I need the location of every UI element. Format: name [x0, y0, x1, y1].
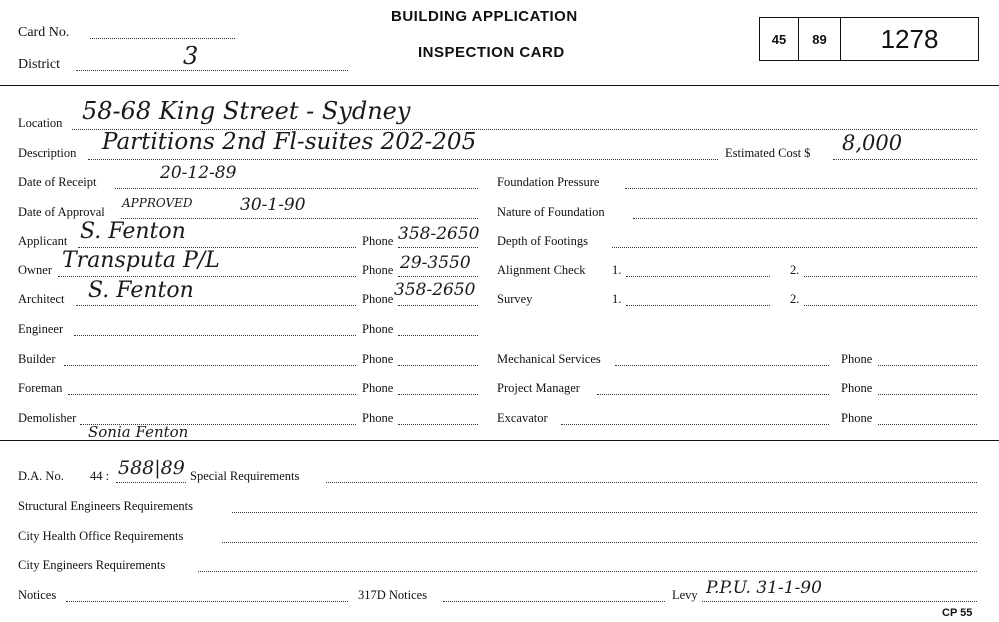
structural-engineers-label: Structural Engineers Requirements [18, 499, 193, 513]
district-label: District [18, 57, 60, 72]
city-health-label: City Health Office Requirements [18, 529, 184, 543]
project-manager-phone-label: Phone [841, 381, 873, 395]
mechanical-services-label: Mechanical Services [497, 352, 601, 366]
notices-line [66, 601, 348, 602]
applicant-phone-label: Phone [362, 234, 394, 248]
district-value: 3 [183, 42, 199, 70]
owner-line [58, 276, 356, 277]
architect-phone-value: 358-2650 [394, 280, 476, 300]
description-line [88, 159, 718, 160]
card-no-line [90, 38, 235, 39]
builder-phone-label: Phone [362, 352, 394, 366]
alignment-check-label: Alignment Check [497, 263, 586, 277]
applicant-value: S. Fenton [80, 219, 186, 244]
depth-footings-line [612, 247, 977, 248]
demolisher-phone-line [398, 424, 478, 425]
owner-value: Transputa P/L [62, 248, 220, 273]
engineer-label: Engineer [18, 322, 64, 336]
structural-engineers-line [232, 512, 977, 513]
engineer-phone-line [398, 335, 478, 336]
da-no-line [116, 482, 186, 483]
applicant-phone-value: 358-2650 [398, 224, 480, 244]
estimated-cost-value: 8,000 [842, 131, 903, 155]
builder-phone-line [398, 365, 478, 366]
district-line [76, 70, 348, 71]
owner-phone-value: 29-3550 [400, 253, 471, 273]
special-requirements-label: Special Requirements [190, 469, 300, 483]
project-manager-line [597, 394, 829, 395]
city-engineers-label: City Engineers Requirements [18, 558, 166, 572]
foundation-pressure-line [625, 188, 977, 189]
foreman-line [68, 394, 356, 395]
builder-line [64, 365, 356, 366]
city-health-line [222, 542, 977, 543]
signature: Sonia Fenton [88, 423, 189, 441]
excavator-phone-line [878, 424, 977, 425]
applicant-label: Applicant [18, 234, 68, 248]
excavator-label: Excavator [497, 411, 548, 425]
form-title-line2: INSPECTION CARD [418, 44, 565, 61]
da-no-label: D.A. No. [18, 469, 64, 483]
owner-label: Owner [18, 263, 53, 277]
foundation-pressure-label: Foundation Pressure [497, 175, 600, 189]
alignment-check-line-2 [804, 276, 977, 277]
estimated-cost-line [833, 159, 977, 160]
engineer-phone-label: Phone [362, 322, 394, 336]
excavator-line [561, 424, 829, 425]
foreman-phone-line [398, 394, 478, 395]
mechanical-phone-label: Phone [841, 352, 873, 366]
applicant-phone-line [398, 247, 478, 248]
nature-foundation-label: Nature of Foundation [497, 205, 605, 219]
project-manager-phone-line [878, 394, 977, 395]
location-label: Location [18, 116, 63, 130]
description-value: Partitions 2nd Fl-suites 202-205 [102, 129, 477, 155]
engineer-line [74, 335, 356, 336]
card-number-box [759, 17, 979, 61]
date-approval-label: Date of Approval [18, 205, 105, 219]
mechanical-services-line [615, 365, 829, 366]
notices-label: Notices [18, 588, 57, 602]
levy-label: Levy [672, 588, 698, 602]
date-approval-value: 30-1-90 [240, 195, 306, 215]
mechanical-phone-line [878, 365, 977, 366]
date-receipt-line [115, 188, 478, 189]
foreman-phone-label: Phone [362, 381, 394, 395]
depth-footings-label: Depth of Footings [497, 234, 588, 248]
special-requirements-line [326, 482, 977, 483]
architect-phone-label: Phone [362, 292, 394, 306]
box-code-a: 45 [760, 18, 799, 60]
excavator-phone-label: Phone [841, 411, 873, 425]
da-prefix: 44 : [90, 469, 110, 483]
architect-label: Architect [18, 292, 65, 306]
demolisher-phone-label: Phone [362, 411, 394, 425]
estimated-cost-label: Estimated Cost $ [725, 146, 811, 160]
approved-stamp: APPROVED [122, 196, 193, 210]
box-card-number: 1278 [880, 23, 939, 54]
survey-two: 2. [790, 292, 800, 306]
survey-line-1 [626, 305, 770, 306]
alignment-check-one: 1. [612, 263, 622, 277]
alignment-check-line-1 [626, 276, 770, 277]
architect-phone-line [398, 305, 478, 306]
project-manager-label: Project Manager [497, 381, 580, 395]
section-divider [0, 440, 999, 441]
survey-line-2 [804, 305, 977, 306]
form-title-line1: BUILDING APPLICATION [391, 8, 578, 25]
architect-line [76, 305, 356, 306]
nature-foundation-line [633, 218, 977, 219]
location-value: 58-68 King Street - Sydney [82, 97, 411, 125]
form-code: CP 55 [942, 607, 973, 619]
notices-317d-label: 317D Notices [358, 588, 428, 602]
da-no-value: 588|89 [118, 457, 185, 479]
architect-value: S. Fenton [88, 278, 194, 303]
survey-label: Survey [497, 292, 533, 306]
alignment-check-two: 2. [790, 263, 800, 277]
foreman-label: Foreman [18, 381, 63, 395]
survey-one: 1. [612, 292, 622, 306]
date-receipt-label: Date of Receipt [18, 175, 97, 189]
owner-phone-label: Phone [362, 263, 394, 277]
header-divider [0, 85, 999, 86]
description-label: Description [18, 146, 77, 160]
demolisher-label: Demolisher [18, 411, 77, 425]
notices-317d-line [443, 601, 665, 602]
builder-label: Builder [18, 352, 56, 366]
card-no-label: Card No. [18, 25, 70, 40]
owner-phone-line [398, 276, 478, 277]
levy-line [702, 601, 977, 602]
city-engineers-line [198, 571, 977, 572]
box-code-b: 89 [799, 18, 841, 60]
levy-value: P.P.U. 31-1-90 [706, 578, 822, 598]
date-receipt-value: 20-12-89 [160, 163, 237, 183]
